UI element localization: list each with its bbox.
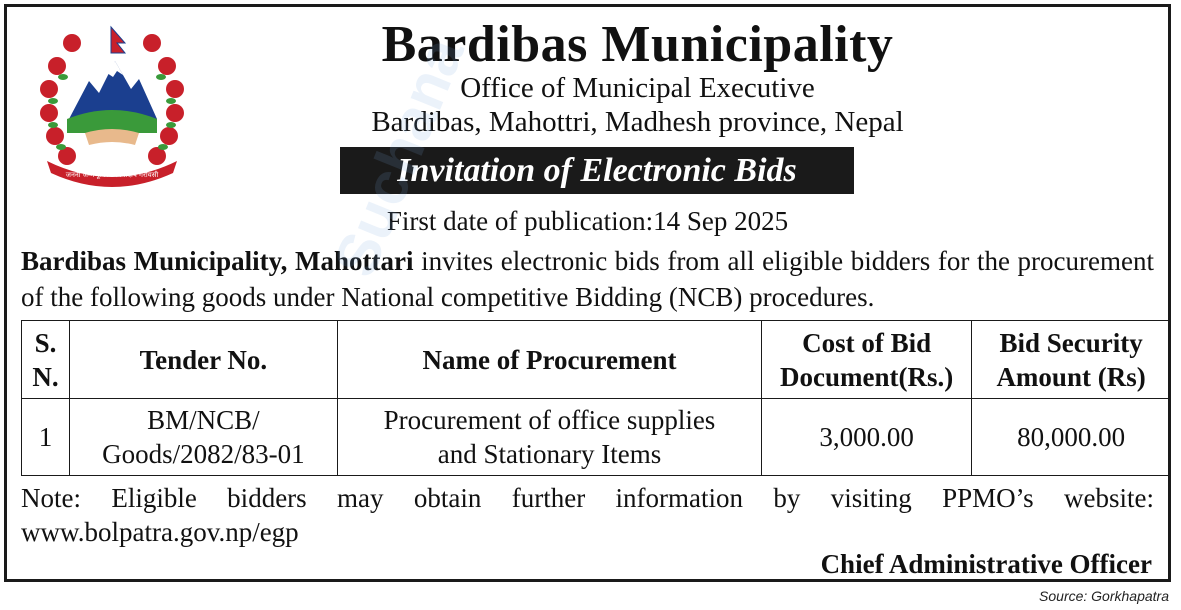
cell-security: 80,000.00 <box>972 399 1171 476</box>
publication-date: First date of publication:14 Sep 2025 <box>386 206 789 236</box>
header-procurement-name: Name of Procurement <box>337 321 761 399</box>
header-security: Bid Security Amount (Rs) <box>972 321 1171 399</box>
office-address: Bardibas, Mahottri, Madhesh province, Nepal <box>371 106 904 138</box>
intro-paragraph <box>21 243 1154 315</box>
notice-frame <box>4 4 1171 582</box>
note-text: Note: Eligible bidders may obtain further information by visiting PPMO’s website: www.bolpatra.gov.np/egp <box>21 483 1154 547</box>
bids-table <box>21 320 1171 476</box>
table-row <box>22 399 1171 476</box>
cell-sn: 1 <box>22 399 70 476</box>
cell-cost: 3,000.00 <box>762 399 972 476</box>
nepal-emblem-icon <box>27 21 197 191</box>
municipality-title: Bardibas Municipality <box>381 16 894 73</box>
source-credit: Source: Gorkhapatra <box>1039 588 1169 604</box>
header-sn: S. N. <box>22 321 70 399</box>
intro-bold: Bardibas Municipality, Mahottari <box>21 246 414 276</box>
header-cost: Cost of Bid Document(Rs.) <box>762 321 972 399</box>
table-header-row <box>22 321 1171 399</box>
intro-rest: invites electronic bids from all eligible bidders for the procurement of the following goods under National competitive Bidding (NCB) procedures. <box>21 246 1154 312</box>
cell-procurement-name: Procurement of office supplies and Stationary Items <box>337 399 761 476</box>
cell-tender-no: BM/NCB/ Goods/2082/83-01 <box>69 399 337 476</box>
office-name: Office of Municipal Executive <box>460 72 815 104</box>
notice-banner: Invitation of Electronic Bids <box>340 147 854 194</box>
header-tender-no: Tender No. <box>69 321 337 399</box>
officer-signature: Chief Administrative Officer <box>820 549 1152 579</box>
emblem-motto: जननी जन्मभूमिश्च स्वर्गादपि गरीयसी <box>65 171 159 179</box>
